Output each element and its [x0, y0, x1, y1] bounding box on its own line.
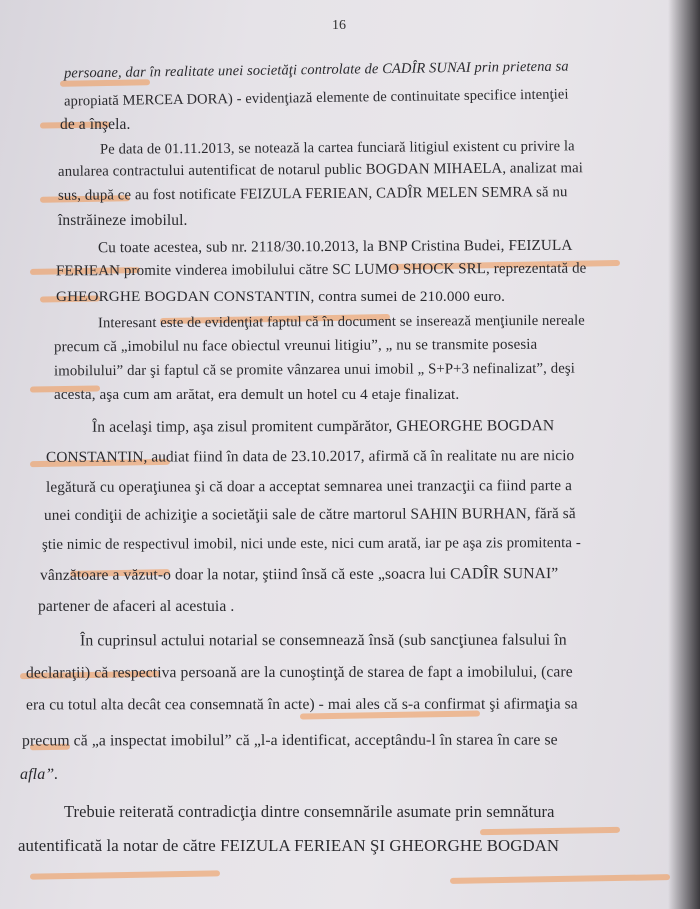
text-line: apropiată MERCEA DORA) - evidenţiază elemente de continuitate specifice intenţiei — [63, 86, 569, 110]
text-line: acesta, aşa cum am arătat, era demult un hotel cu 4 etaje finalizat. — [54, 386, 460, 403]
text-line: imobilului” dar şi faptul că se promite vânzarea unui imobil „ S+P+3 nefinalizat”, deşi — [53, 360, 575, 380]
text-line: GHEORGHE BOGDAN CONSTANTIN, contra sumei de 210.000 euro. — [56, 288, 506, 305]
text-line: unei condiţii de achiziţie a societăţii sale de către martorul SAHIN BURHAN, fără să — [43, 505, 576, 524]
text-line: Cu toate acestea, sub nr. 2118/30.10.2013, la BNP Cristina Budei, FEIZULA — [97, 236, 573, 257]
text-line: legătură cu operaţiunea şi că doar a acceptat semnarea unei tranzacţii ca fiind parte a — [45, 477, 572, 496]
text-line: autentificată la notar de către FEIZULA FERIEAN ŞI GHEORGHE BOGDAN — [18, 836, 560, 855]
text-line: În cuprinsul actului notarial se consemnează însă (sub sancţiunea falsului în — [79, 631, 567, 650]
text-line: precum că „a inspectat imobilul” că „l-a identificat, acceptându-l în starea în care se — [21, 731, 558, 750]
text-line: Trebuie reiterată contradicţia dintre consemnările asumate prin semnătura — [64, 802, 555, 821]
text-line: sus, după ce au fost notificate FEIZULA FERIEAN, CADÎR MELEN SEMRA să nu — [57, 184, 568, 204]
text-line: afla”. — [20, 766, 59, 783]
text-line: vânzătoare a văzut-o doar la notar, ştiind însă că este „soacra lui CADÎR SUNAI” — [39, 565, 559, 584]
text-line: era cu totul alta decât cea consemnată în acte) - mai ales că s-a confirmat şi afirmaţia sa — [25, 695, 578, 714]
text-line: persoane, dar în realitate unei societăţi controlate de CADÎR SUNAI prin prietena sa — [63, 58, 569, 82]
text-line: înstrăineze imobilul. — [58, 212, 188, 229]
text-line: partener de afaceri al acestuia . — [38, 598, 235, 615]
highlight-mark — [30, 870, 220, 879]
page-number: 16 — [332, 18, 346, 33]
highlight-mark — [480, 827, 620, 835]
page-edge-shadow — [668, 0, 700, 909]
text-line: precum că „imobilul nu face obiectul vreunui litigiu”, „ nu se transmite posesia — [53, 336, 538, 356]
highlight-mark — [450, 874, 670, 884]
text-line: CONSTANTIN, audiat fiind în data de 23.10.2017, afirmă că în realitate nu are nicio — [45, 447, 575, 466]
text-line: de a înşela. — [60, 116, 131, 133]
text-line: declaraţii) că respectiva persoană are la cunoştinţă de starea de fapt a imobilului, (care — [25, 663, 573, 682]
text-line: Interesant este de evidenţiat faptul că în document se inserează menţiunile nereale — [97, 312, 585, 332]
text-line: FERIEAN promite vinderea imobilului către SC LUMO SHOCK SRL, reprezentată de — [55, 260, 587, 280]
text-line: În acelaşi timp, aşa zisul promitent cumpărător, GHEORGHE BOGDAN — [91, 417, 555, 436]
text-line: Pe data de 01.11.2013, se notează la cartea funciară litigiul existent cu privire la — [99, 138, 575, 158]
text-line: anularea contractului autentificat de notarul public BOGDAN MIHAELA, analizat mai — [57, 160, 584, 180]
text-line: ştie nimic de respectivul imobil, nici unde este, nici cum arată, iar pe aşa zis promitenta - — [41, 535, 582, 553]
